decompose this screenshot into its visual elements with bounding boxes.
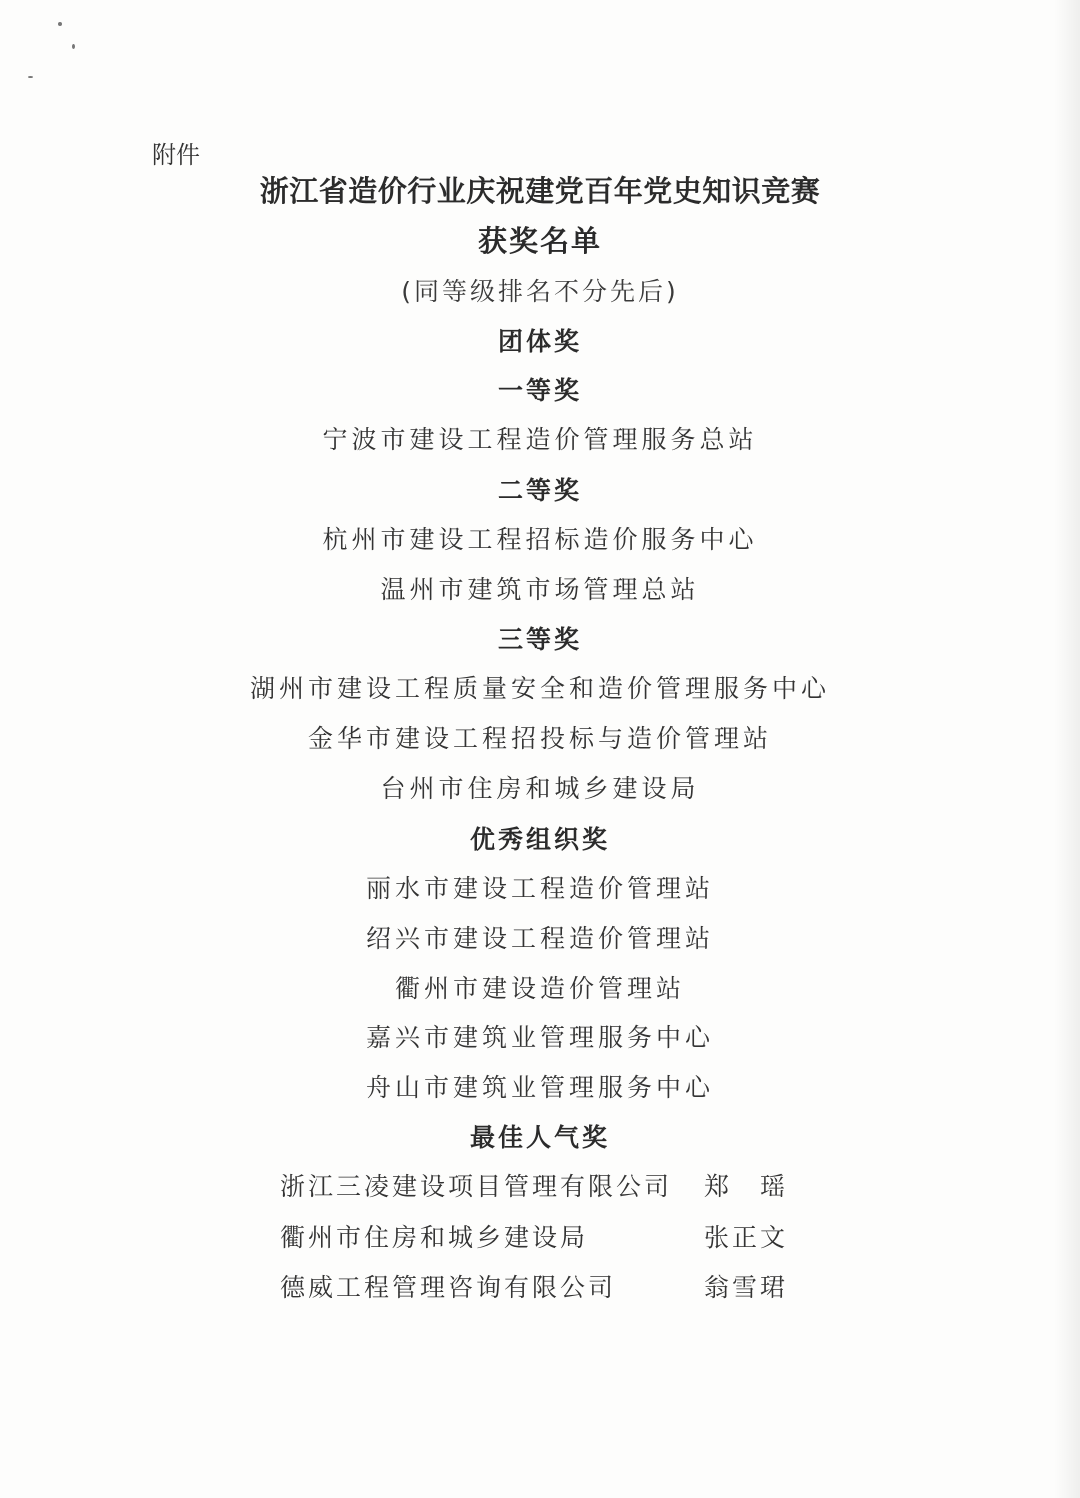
second-prize-org: 杭州市建设工程招标造价服务中心 <box>322 525 758 554</box>
winner-name: 张正文 <box>704 1223 789 1252</box>
scan-speck <box>72 44 75 49</box>
third-prize-org: 金华市建设工程招投标与造价管理站 <box>307 724 772 753</box>
organization-award-org: 丽水市建设工程造价管理站 <box>365 874 714 903</box>
document-subtitle: 获奖名单 <box>477 224 602 258</box>
attachment-label: 附件 <box>152 141 200 169</box>
scan-speck <box>58 22 62 26</box>
organization-award-heading: 优秀组织奖 <box>469 825 610 854</box>
document-title: 浙江省造价行业庆祝建党百年党史知识竞赛 <box>259 174 821 208</box>
winner-unit: 德威工程管理咨询有限公司 <box>280 1273 617 1302</box>
popularity-award-row <box>0 1275 1080 1305</box>
winner-unit: 浙江三凌建设项目管理有限公司 <box>280 1172 673 1201</box>
popularity-award-heading: 最佳人气奖 <box>469 1123 610 1152</box>
third-prize-org: 台州市住房和城乡建设局 <box>380 774 700 803</box>
third-prize-org: 湖州市建设工程质量安全和造价管理服务中心 <box>249 674 830 703</box>
third-prize-heading: 三等奖 <box>497 625 582 654</box>
organization-award-org: 舟山市建筑业管理服务中心 <box>365 1073 714 1102</box>
first-prize-org: 宁波市建设工程造价管理服务总站 <box>322 425 758 454</box>
winner-name: 郑 瑶 <box>704 1172 789 1201</box>
team-award-heading: 团体奖 <box>497 327 582 356</box>
winner-name: 翁雪珺 <box>704 1273 789 1302</box>
popularity-award-row <box>0 1174 1080 1204</box>
first-prize-heading: 一等奖 <box>497 376 582 405</box>
popularity-award-row <box>0 1225 1080 1255</box>
second-prize-heading: 二等奖 <box>497 476 582 505</box>
ranking-note: (同等级排名不分先后) <box>401 277 679 306</box>
organization-award-org: 绍兴市建设工程造价管理站 <box>365 924 714 953</box>
organization-award-org: 衢州市建设造价管理站 <box>394 974 685 1003</box>
second-prize-org: 温州市建筑市场管理总站 <box>380 575 700 604</box>
scan-speck <box>28 76 33 78</box>
organization-award-org: 嘉兴市建筑业管理服务中心 <box>365 1023 714 1052</box>
winner-unit: 衢州市住房和城乡建设局 <box>280 1223 589 1252</box>
